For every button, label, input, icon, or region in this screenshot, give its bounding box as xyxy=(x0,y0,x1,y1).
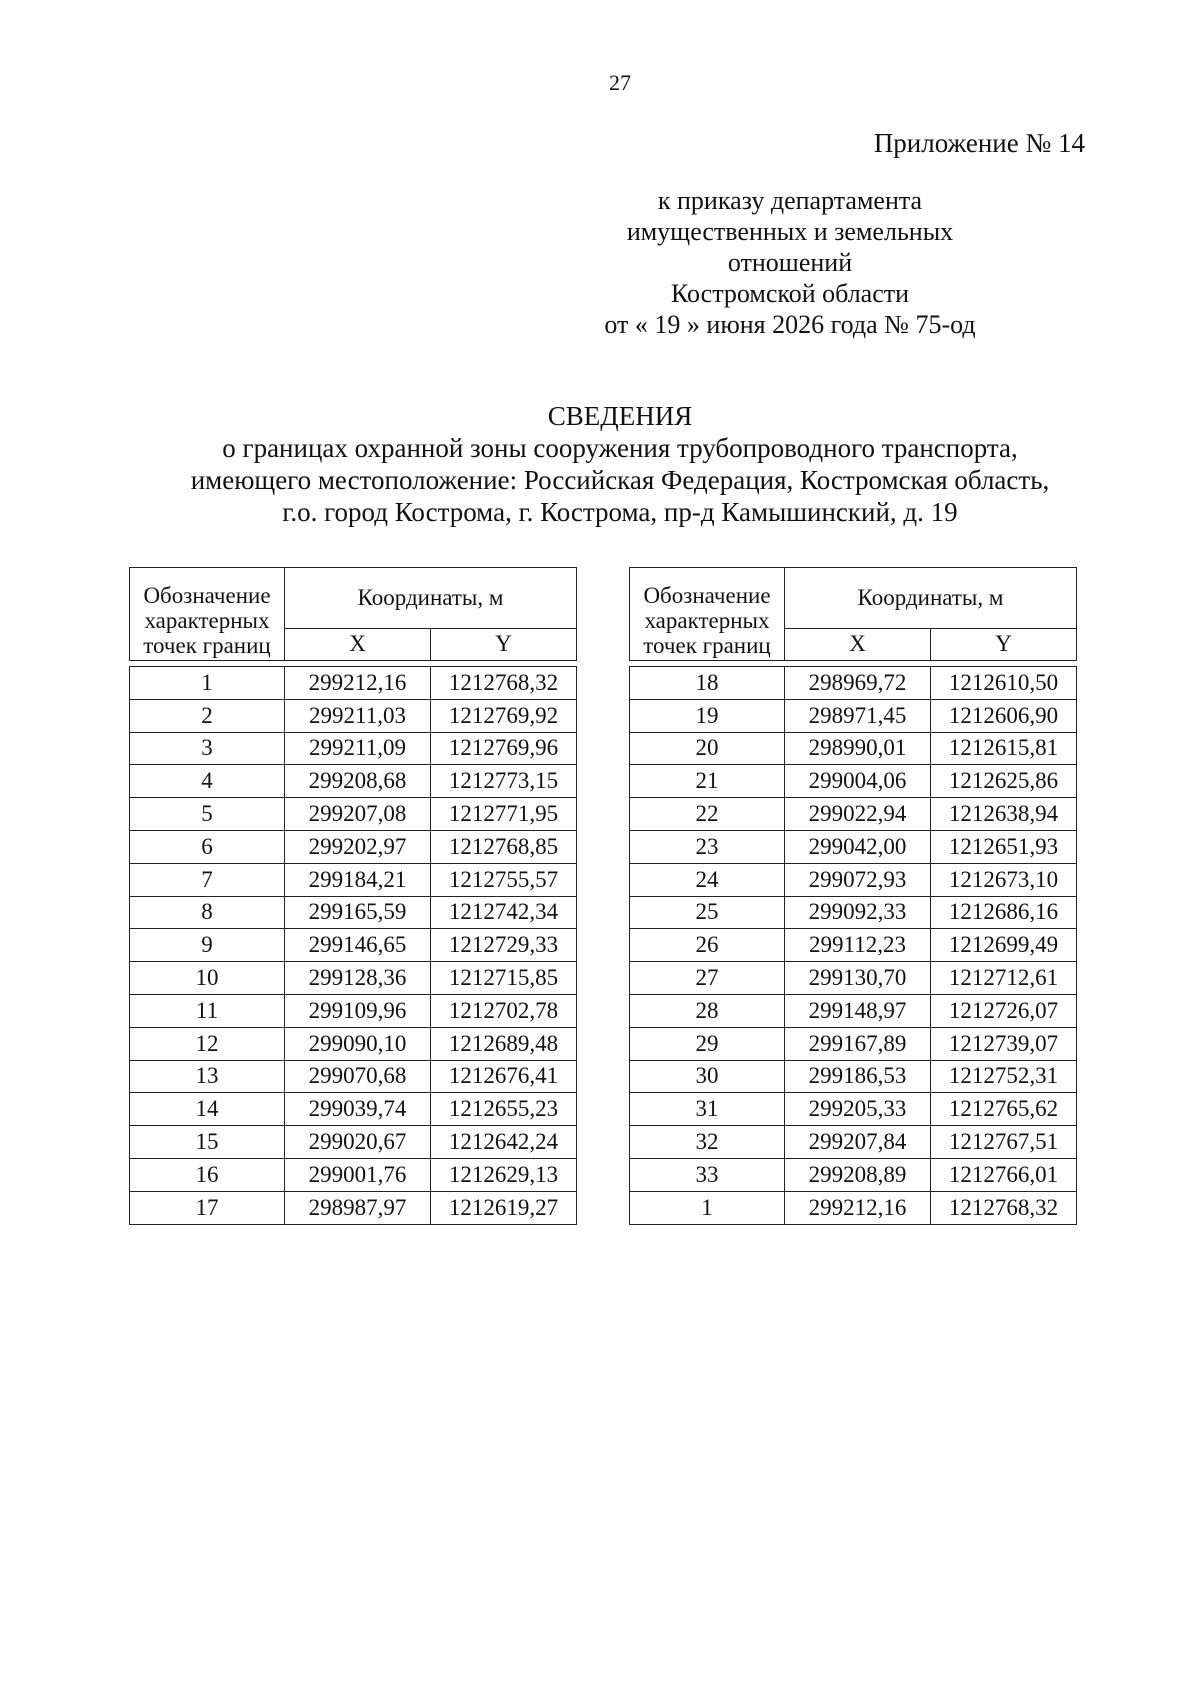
y-coordinate-cell: 1212610,50 xyxy=(931,667,1077,700)
table-row xyxy=(630,896,1077,929)
table-row xyxy=(130,1158,577,1191)
x-header: X xyxy=(285,628,431,660)
x-coordinate-cell: 299004,06 xyxy=(785,765,931,798)
page-number: 27 xyxy=(609,70,631,95)
point-cell: 33 xyxy=(630,1158,785,1191)
x-coordinate-cell: 299212,16 xyxy=(785,1191,931,1224)
y-coordinate-cell: 1212726,07 xyxy=(931,994,1077,1027)
point-cell: 21 xyxy=(630,765,785,798)
point-cell: 3 xyxy=(130,732,285,765)
x-coordinate-cell: 298969,72 xyxy=(785,667,931,700)
x-coordinate-cell: 298971,45 xyxy=(785,699,931,732)
table-row xyxy=(630,699,1077,732)
point-cell: 27 xyxy=(630,962,785,995)
table-row xyxy=(630,667,1077,700)
y-coordinate-cell: 1212702,78 xyxy=(431,994,577,1027)
table-row xyxy=(130,667,577,700)
point-cell: 13 xyxy=(130,1060,285,1093)
table-row xyxy=(630,1158,1077,1191)
table-row xyxy=(130,863,577,896)
table-row xyxy=(630,1093,1077,1126)
x-coordinate-cell: 299208,68 xyxy=(285,765,431,798)
point-cell: 5 xyxy=(130,798,285,831)
coordinates-table-left xyxy=(129,567,577,1225)
table-row xyxy=(130,929,577,962)
point-cell: 7 xyxy=(130,863,285,896)
point-designation-header: Обозначение характерных точек границ xyxy=(130,568,285,661)
y-coordinate-cell: 1212767,51 xyxy=(931,1126,1077,1159)
heading-line: имеющего местоположение: Российская Федерация, Костромская область, xyxy=(190,465,1050,495)
x-coordinate-cell: 299090,10 xyxy=(285,1027,431,1060)
y-header: Y xyxy=(931,628,1077,660)
point-designation-header: Обозначение характерных точек границ xyxy=(630,568,785,661)
x-coordinate-cell: 298987,97 xyxy=(285,1191,431,1224)
y-coordinate-cell: 1212686,16 xyxy=(931,896,1077,929)
table-row xyxy=(130,1093,577,1126)
table-row xyxy=(130,798,577,831)
y-coordinate-cell: 1212642,24 xyxy=(431,1126,577,1159)
y-coordinate-cell: 1212752,31 xyxy=(931,1060,1077,1093)
x-coordinate-cell: 299211,03 xyxy=(285,699,431,732)
y-coordinate-cell: 1212629,13 xyxy=(431,1158,577,1191)
x-coordinate-cell: 299205,33 xyxy=(785,1093,931,1126)
point-cell: 26 xyxy=(630,929,785,962)
table-row xyxy=(130,765,577,798)
x-coordinate-cell: 299072,93 xyxy=(785,863,931,896)
table-row xyxy=(130,994,577,1027)
table-row xyxy=(630,765,1077,798)
y-coordinate-cell: 1212768,85 xyxy=(431,830,577,863)
y-coordinate-cell: 1212638,94 xyxy=(931,798,1077,831)
point-cell: 10 xyxy=(130,962,285,995)
x-coordinate-cell: 299022,94 xyxy=(785,798,931,831)
coordinates-header: Координаты, м xyxy=(285,568,577,629)
x-coordinate-cell: 298990,01 xyxy=(785,732,931,765)
x-coordinate-cell: 299128,36 xyxy=(285,962,431,995)
document-title: СВЕДЕНИЯ xyxy=(547,401,693,431)
table-row xyxy=(630,1191,1077,1224)
table-row xyxy=(130,830,577,863)
y-coordinate-cell: 1212606,90 xyxy=(931,699,1077,732)
table-row xyxy=(130,962,577,995)
order-reference xyxy=(565,185,1015,340)
table-row xyxy=(630,830,1077,863)
x-coordinate-cell: 299146,65 xyxy=(285,929,431,962)
y-coordinate-cell: 1212712,61 xyxy=(931,962,1077,995)
x-coordinate-cell: 299207,84 xyxy=(785,1126,931,1159)
y-coordinate-cell: 1212755,57 xyxy=(431,863,577,896)
table-row xyxy=(630,1126,1077,1159)
x-coordinate-cell: 299167,89 xyxy=(785,1027,931,1060)
x-coordinate-cell: 299186,53 xyxy=(785,1060,931,1093)
y-coordinate-cell: 1212769,96 xyxy=(431,732,577,765)
table-row xyxy=(130,1126,577,1159)
point-cell: 16 xyxy=(130,1158,285,1191)
table-row xyxy=(630,962,1077,995)
heading-line: г.о. город Кострома, г. Кострома, пр-д Камышинский, д. 19 xyxy=(282,497,958,527)
table-row xyxy=(630,929,1077,962)
order-line: к приказу департамента xyxy=(657,186,923,215)
y-coordinate-cell: 1212689,48 xyxy=(431,1027,577,1060)
y-coordinate-cell: 1212655,23 xyxy=(431,1093,577,1126)
y-coordinate-cell: 1212771,95 xyxy=(431,798,577,831)
table-body xyxy=(630,661,1077,1225)
point-cell: 12 xyxy=(130,1027,285,1060)
y-coordinate-cell: 1212765,62 xyxy=(931,1093,1077,1126)
x-coordinate-cell: 299202,97 xyxy=(285,830,431,863)
point-cell: 31 xyxy=(630,1093,785,1126)
x-coordinate-cell: 299212,16 xyxy=(285,667,431,700)
x-header: X xyxy=(785,628,931,660)
y-coordinate-cell: 1212615,81 xyxy=(931,732,1077,765)
order-date-number: от « 19 » июня 2026 года № 75-од xyxy=(604,310,976,339)
table-row xyxy=(630,1027,1077,1060)
y-coordinate-cell: 1212739,07 xyxy=(931,1027,1077,1060)
y-coordinate-cell: 1212729,33 xyxy=(431,929,577,962)
x-coordinate-cell: 299020,67 xyxy=(285,1126,431,1159)
document-heading xyxy=(0,400,1200,528)
y-coordinate-cell: 1212769,92 xyxy=(431,699,577,732)
order-line: Костромской области xyxy=(670,279,910,308)
y-coordinate-cell: 1212619,27 xyxy=(431,1191,577,1224)
y-coordinate-cell: 1212766,01 xyxy=(931,1158,1077,1191)
coordinates-table-right xyxy=(629,567,1077,1225)
point-cell: 15 xyxy=(130,1126,285,1159)
x-coordinate-cell: 299184,21 xyxy=(285,863,431,896)
point-cell: 22 xyxy=(630,798,785,831)
point-cell: 30 xyxy=(630,1060,785,1093)
x-coordinate-cell: 299148,97 xyxy=(785,994,931,1027)
y-coordinate-cell: 1212715,85 xyxy=(431,962,577,995)
table-row xyxy=(630,863,1077,896)
point-cell: 23 xyxy=(630,830,785,863)
point-cell: 32 xyxy=(630,1126,785,1159)
x-coordinate-cell: 299165,59 xyxy=(285,896,431,929)
point-cell: 1 xyxy=(630,1191,785,1224)
x-coordinate-cell: 299070,68 xyxy=(285,1060,431,1093)
y-coordinate-cell: 1212676,41 xyxy=(431,1060,577,1093)
point-cell: 9 xyxy=(130,929,285,962)
table-row xyxy=(630,994,1077,1027)
x-coordinate-cell: 299042,00 xyxy=(785,830,931,863)
x-coordinate-cell: 299001,76 xyxy=(285,1158,431,1191)
y-coordinate-cell: 1212699,49 xyxy=(931,929,1077,962)
y-coordinate-cell: 1212625,86 xyxy=(931,765,1077,798)
y-header: Y xyxy=(431,628,577,660)
point-cell: 6 xyxy=(130,830,285,863)
table-row xyxy=(630,798,1077,831)
appendix-title: Приложение № 14 xyxy=(873,128,1085,158)
point-cell: 20 xyxy=(630,732,785,765)
y-coordinate-cell: 1212768,32 xyxy=(431,667,577,700)
x-coordinate-cell: 299208,89 xyxy=(785,1158,931,1191)
coordinates-header: Координаты, м xyxy=(785,568,1077,629)
point-cell: 19 xyxy=(630,699,785,732)
table-row xyxy=(130,732,577,765)
x-coordinate-cell: 299112,23 xyxy=(785,929,931,962)
point-cell: 1 xyxy=(130,667,285,700)
y-coordinate-cell: 1212651,93 xyxy=(931,830,1077,863)
y-coordinate-cell: 1212673,10 xyxy=(931,863,1077,896)
point-cell: 14 xyxy=(130,1093,285,1126)
table-row xyxy=(130,1060,577,1093)
x-coordinate-cell: 299207,08 xyxy=(285,798,431,831)
point-cell: 25 xyxy=(630,896,785,929)
table-row xyxy=(130,1191,577,1224)
table-row xyxy=(630,1060,1077,1093)
point-cell: 4 xyxy=(130,765,285,798)
x-coordinate-cell: 299039,74 xyxy=(285,1093,431,1126)
order-line: отношений xyxy=(727,248,853,277)
point-cell: 17 xyxy=(130,1191,285,1224)
order-line: имущественных и земельных xyxy=(626,217,954,246)
point-cell: 11 xyxy=(130,994,285,1027)
y-coordinate-cell: 1212773,15 xyxy=(431,765,577,798)
y-coordinate-cell: 1212742,34 xyxy=(431,896,577,929)
x-coordinate-cell: 299211,09 xyxy=(285,732,431,765)
point-cell: 8 xyxy=(130,896,285,929)
point-cell: 29 xyxy=(630,1027,785,1060)
table-row xyxy=(130,896,577,929)
point-cell: 18 xyxy=(630,667,785,700)
table-row xyxy=(130,1027,577,1060)
point-cell: 2 xyxy=(130,699,285,732)
x-coordinate-cell: 299109,96 xyxy=(285,994,431,1027)
x-coordinate-cell: 299092,33 xyxy=(785,896,931,929)
point-cell: 24 xyxy=(630,863,785,896)
table-body xyxy=(130,661,577,1225)
y-coordinate-cell: 1212768,32 xyxy=(931,1191,1077,1224)
table-row xyxy=(630,732,1077,765)
table-row xyxy=(130,699,577,732)
point-cell: 28 xyxy=(630,994,785,1027)
heading-line: о границах охранной зоны сооружения трубопроводного транспорта, xyxy=(222,433,1018,463)
x-coordinate-cell: 299130,70 xyxy=(785,962,931,995)
